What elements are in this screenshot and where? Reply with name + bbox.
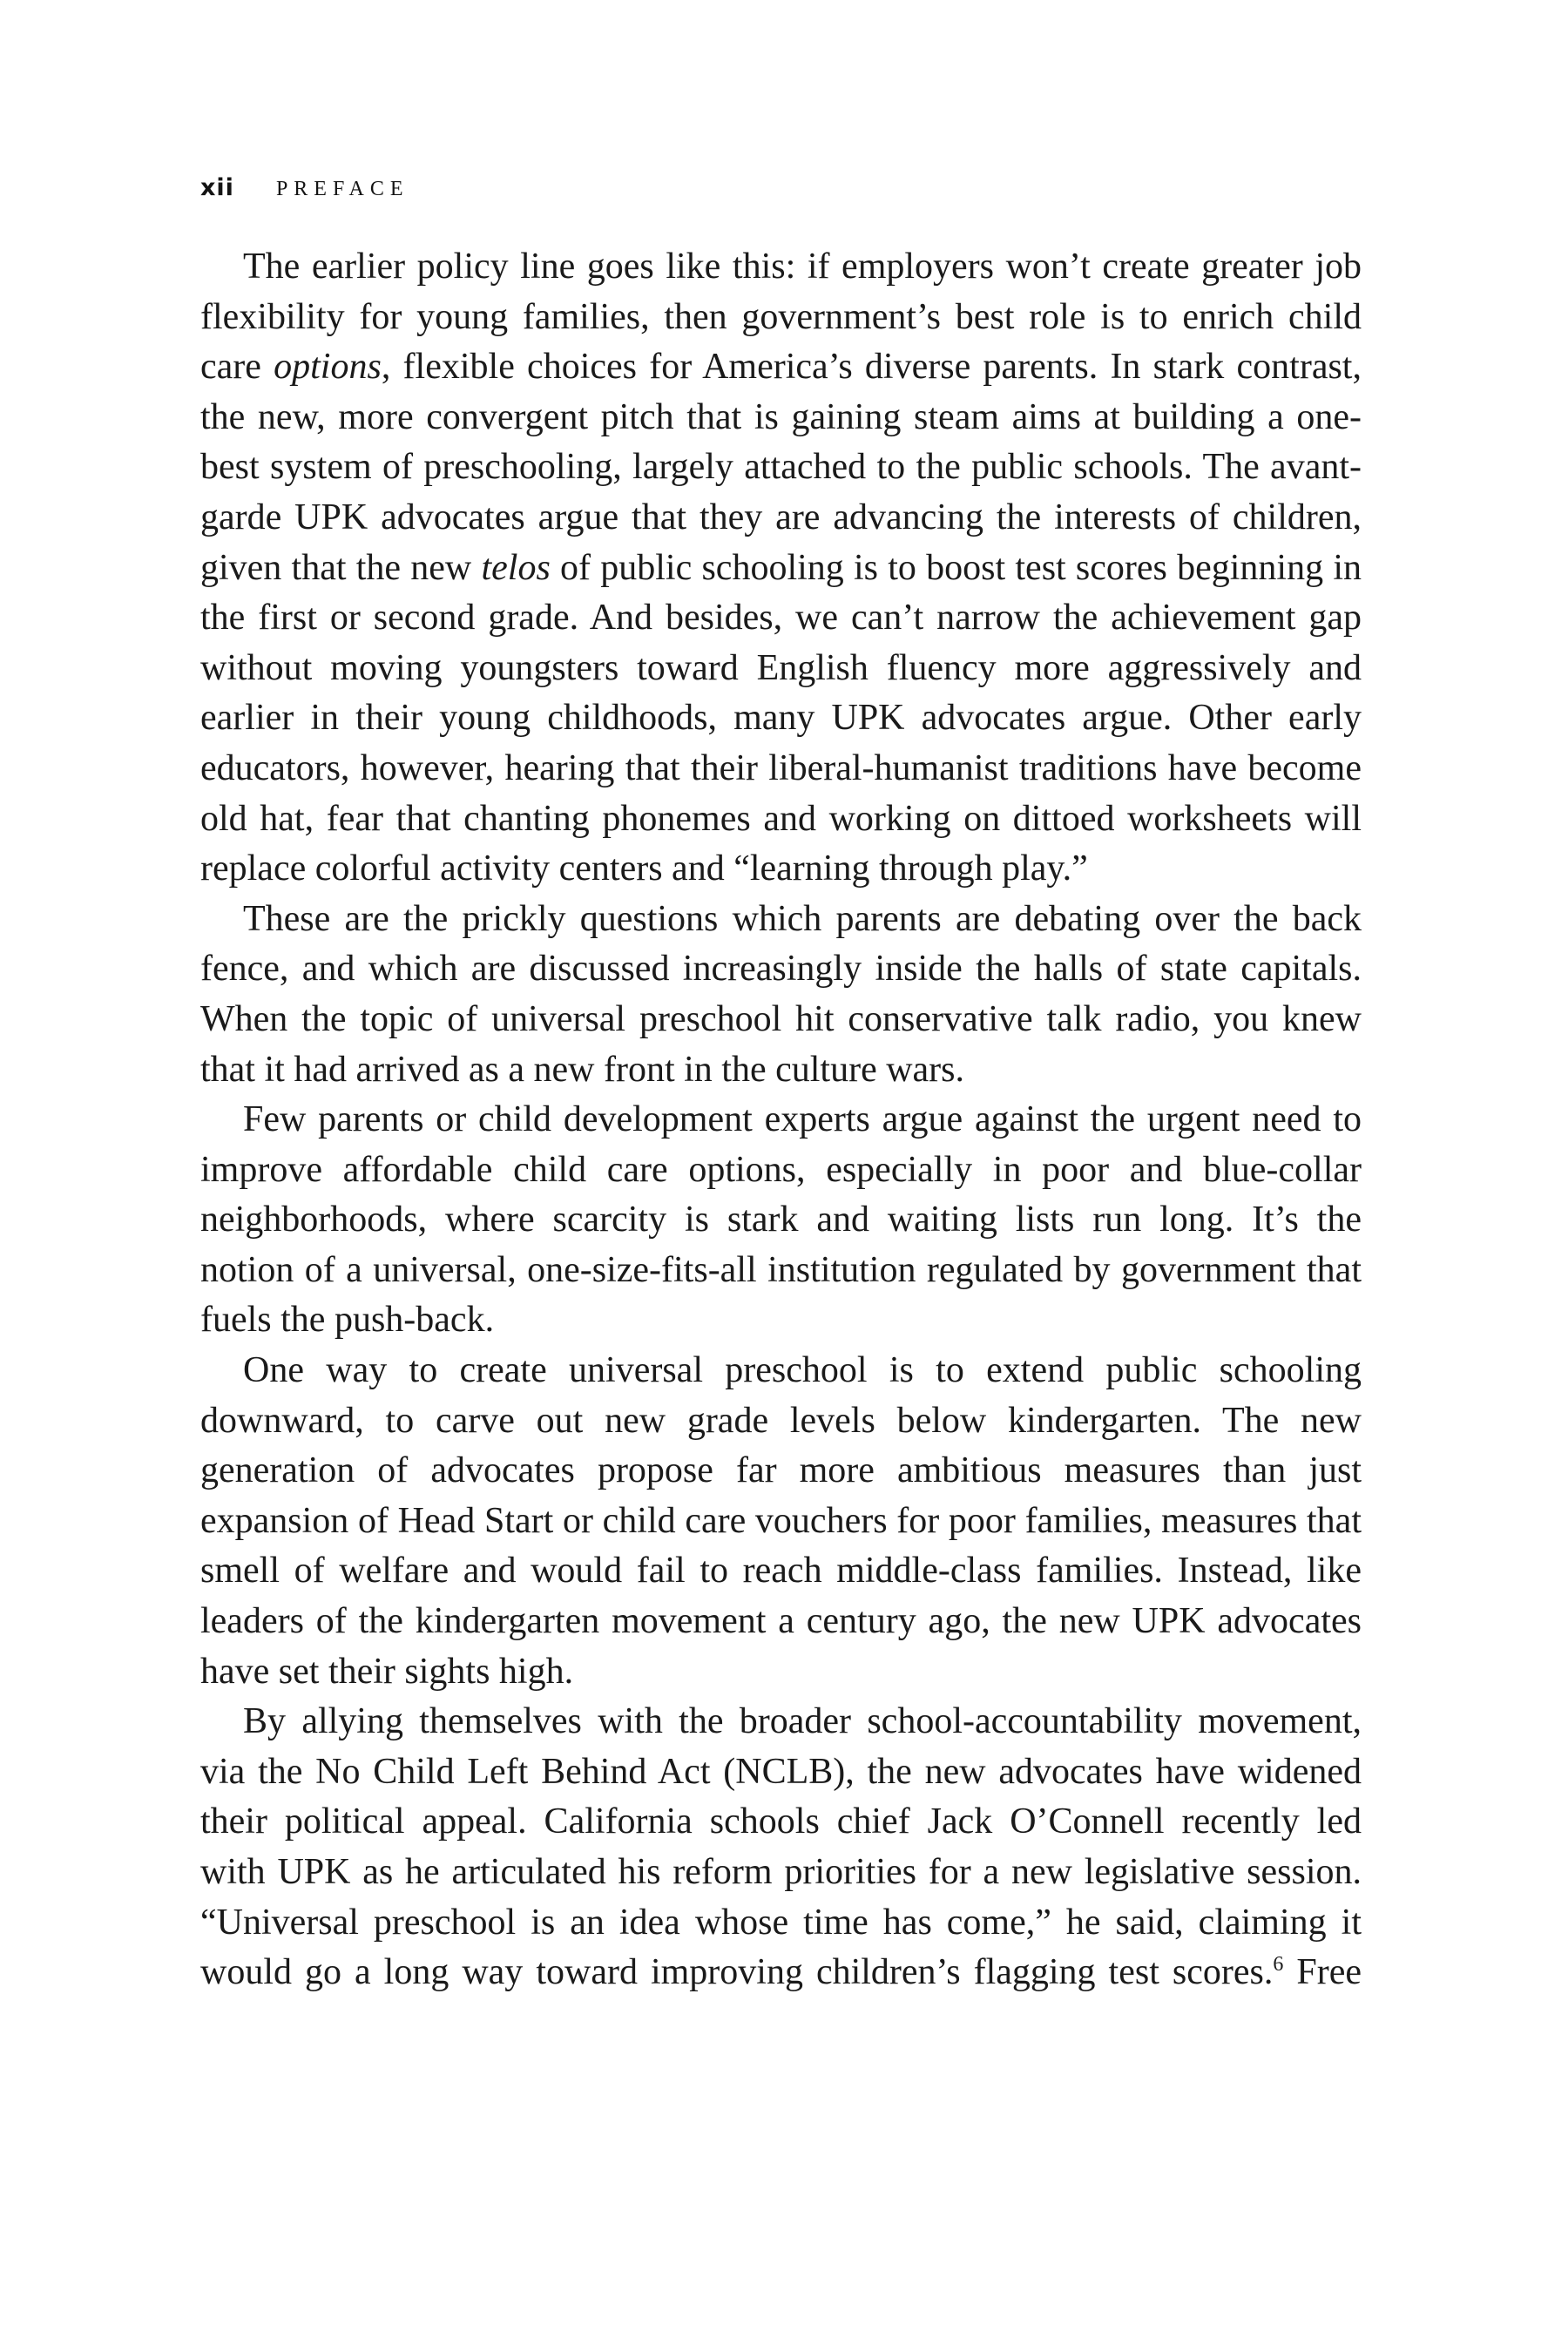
- paragraph-text: Few parents or child development experts argue against the urgent need to improve affordable child care options, especially in poor and blue-collar neighborhoods, where scarcity is stark and waiting lists run long. It’s the notion of a universal, one-size-fits-all institution regulated by government that fuels the push-back.: [200, 1099, 1362, 1341]
- paragraph-1: [200, 242, 1362, 895]
- italic-term: options: [274, 347, 382, 388]
- paragraph-text: The earlier policy line goes like this: if employers won’t create greater job flexibility for young families, then government’s best role is to enrich child care: [200, 247, 1362, 388]
- paragraph-text: of public schooling is to boost test scores beginning in the first or second grade. And besides, we can’t narrow the achievement gap without moving youngsters toward English fluency more aggressively and earlier in their young childhoods, many UPK advocates argue. Other early educators, however, hearing that their liberal-humanist traditions have become old hat, fear that chanting phonemes and working on dittoed worksheets will replace colorful activity centers and “learning through play.”: [200, 547, 1362, 889]
- paragraph-text: , flexible choices for America’s diverse parents. In stark contrast, the new, more convergent pitch that is gaining steam aims at building a one-best system of preschooling, largely attached to the public schools. The avant-garde UPK advocates argue that they are advancing the interests of children, given that the new: [200, 347, 1362, 588]
- paragraph-2: [200, 895, 1362, 1095]
- italic-term: telos: [481, 547, 551, 588]
- body-text: [200, 242, 1362, 1998]
- paragraph-text: Free: [1283, 1952, 1362, 1993]
- paragraph-4: [200, 1346, 1362, 1697]
- section-title: PREFACE: [275, 178, 409, 200]
- paragraph-5: [200, 1697, 1362, 1998]
- paragraph-text: These are the prickly questions which parents are debating over the back fence, and which are discussed increasingly inside the halls of state capitals. When the topic of universal preschool hit conservative talk radio, you knew that it had arrived as a new front in the culture wars.: [200, 898, 1362, 1090]
- paragraph-3: [200, 1095, 1362, 1346]
- paragraph-text: By allying themselves with the broader school-accountability movement, via the No Child Left Behind Act (NCLB), the new advocates have widened their political appeal. California schools chief Jack O’Connell recently led with UPK as he articulated his reform priorities for a new legislative session. “Universal preschool is an idea whose time has come,” he said, claiming it would go a long way toward improving children’s flagging test scores.: [200, 1701, 1362, 1993]
- page-number: xii: [200, 174, 234, 201]
- running-head: [200, 174, 409, 209]
- footnote-reference[interactable]: 6: [1273, 1953, 1284, 1977]
- paragraph-text: One way to create universal preschool is to extend public schooling downward, to carve out new grade levels below kindergarten. The new generation of advocates propose far more ambitious measures than just expansion of Head Start or child care vouchers for poor families, measures that smell of welfare and would fail to reach middle-class families. Instead, like leaders of the kindergarten movement a century ago, the new UPK advocates have set their sights high.: [200, 1350, 1362, 1692]
